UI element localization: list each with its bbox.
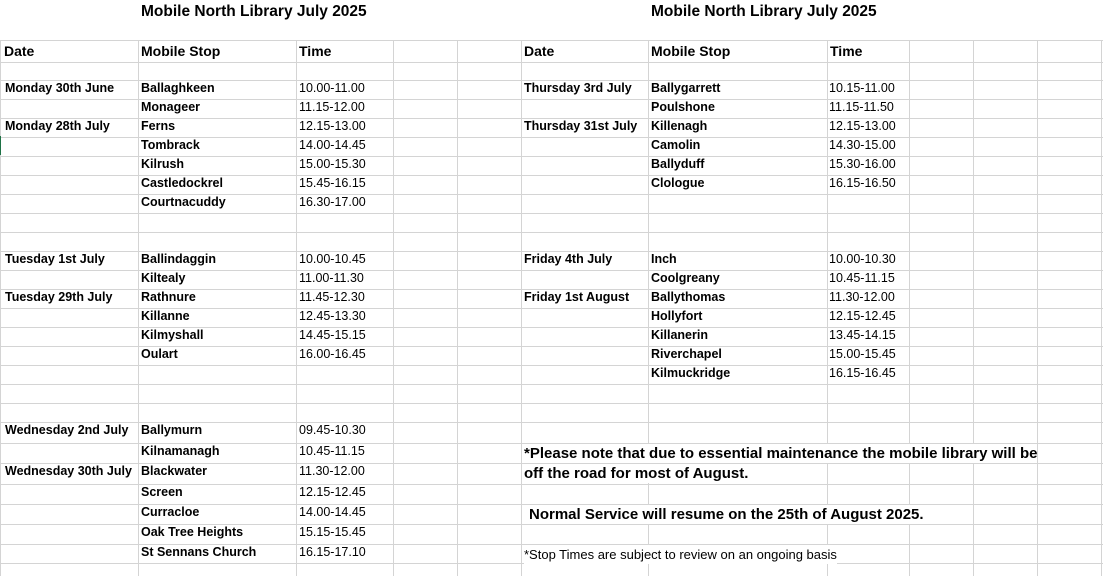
header-time-right: Time bbox=[830, 43, 863, 59]
stop-time-left: 14.00-14.45 bbox=[299, 138, 366, 152]
mobile-stop-right: Ballygarrett bbox=[651, 81, 721, 95]
grid-row-line bbox=[0, 365, 1103, 366]
grid-row-line bbox=[0, 40, 1103, 41]
stop-time-left: 11.45-12.30 bbox=[299, 290, 365, 304]
header-stop-right: Mobile Stop bbox=[651, 43, 731, 59]
stop-time-left: 10.00-11.00 bbox=[299, 81, 365, 95]
mobile-stop-left: Kiltealy bbox=[141, 271, 186, 285]
stop-time-left: 11.30-12.00 bbox=[299, 464, 365, 478]
schedule-date-left: Tuesday 1st July bbox=[5, 252, 105, 266]
mobile-stop-left: Curracloe bbox=[141, 505, 200, 519]
stop-time-left: 16.15-17.10 bbox=[299, 545, 366, 559]
stop-time-left: 11.15-12.00 bbox=[299, 100, 365, 114]
grid-row-line bbox=[0, 62, 1103, 63]
mobile-stop-right: Killanerin bbox=[651, 328, 708, 342]
mobile-stop-left: Tombrack bbox=[141, 138, 200, 152]
schedule-date-left: Monday 30th June bbox=[5, 81, 115, 95]
mobile-stop-left: Blackwater bbox=[141, 464, 208, 478]
mobile-stop-left: Castledockrel bbox=[141, 176, 223, 190]
header-date-right: Date bbox=[524, 43, 555, 59]
mobile-stop-left: Screen bbox=[141, 485, 183, 499]
schedule-date-right: Thursday 3rd July bbox=[524, 81, 632, 95]
mobile-stop-right: Kilmuckridge bbox=[651, 366, 731, 380]
stop-time-right: 12.15-12.45 bbox=[829, 309, 896, 323]
schedule-title-left: Mobile North Library July 2025 bbox=[141, 3, 367, 20]
stop-time-right: 13.45-14.15 bbox=[829, 328, 896, 342]
schedule-date-left: Monday 28th July bbox=[5, 119, 110, 133]
mobile-stop-right: Hollyfort bbox=[651, 309, 703, 323]
stop-time-left: 12.45-13.30 bbox=[299, 309, 366, 323]
header-stop-left: Mobile Stop bbox=[141, 43, 221, 59]
mobile-stop-left: Kilnamanagh bbox=[141, 444, 220, 458]
stop-time-right: 10.45-11.15 bbox=[829, 271, 895, 285]
stop-time-right: 11.30-12.00 bbox=[829, 290, 895, 304]
mobile-stop-left: Kilrush bbox=[141, 157, 185, 171]
stop-time-right: 10.15-11.00 bbox=[829, 81, 895, 95]
schedule-date-left: Wednesday 30th July bbox=[5, 464, 132, 478]
stop-time-left: 11.00-11.30 bbox=[299, 271, 364, 285]
stop-time-right: 12.15-13.00 bbox=[829, 119, 896, 133]
schedule-date-left: Tuesday 29th July bbox=[5, 290, 113, 304]
mobile-stop-right: Camolin bbox=[651, 138, 701, 152]
mobile-stop-left: Rathnure bbox=[141, 290, 196, 304]
grid-row-line bbox=[0, 232, 1103, 233]
header-time-left: Time bbox=[299, 43, 332, 59]
mobile-stop-left: Killanne bbox=[141, 309, 190, 323]
grid-row-line bbox=[0, 403, 1103, 404]
stop-time-left: 15.45-16.15 bbox=[299, 176, 366, 190]
schedule-date-left: Wednesday 2nd July bbox=[5, 423, 129, 437]
mobile-stop-right: Ballythomas bbox=[651, 290, 726, 304]
mobile-stop-right: Riverchapel bbox=[651, 347, 722, 361]
resume-note: Normal Service will resume on the 25th of August 2025. bbox=[529, 506, 924, 523]
stop-time-right: 16.15-16.50 bbox=[829, 176, 896, 190]
mobile-stop-right: Clologue bbox=[651, 176, 705, 190]
mobile-stop-left: Ballaghkeen bbox=[141, 81, 215, 95]
active-cell-indicator bbox=[0, 136, 1, 155]
maintenance-note-line2: off the road for most of August. bbox=[524, 465, 749, 482]
mobile-stop-left: Monageer bbox=[141, 100, 201, 114]
mobile-stop-left: Courtnacuddy bbox=[141, 195, 226, 209]
stop-time-left: 10.00-10.45 bbox=[299, 252, 366, 266]
mobile-stop-left: Oak Tree Heights bbox=[141, 525, 244, 539]
stop-time-left: 12.15-13.00 bbox=[299, 119, 366, 133]
mobile-stop-left: Oulart bbox=[141, 347, 178, 361]
stop-time-left: 15.00-15.30 bbox=[299, 157, 366, 171]
stop-time-left: 14.45-15.15 bbox=[299, 328, 366, 342]
schedule-date-right: Friday 1st August bbox=[524, 290, 630, 304]
schedule-title-right: Mobile North Library July 2025 bbox=[651, 3, 877, 20]
mobile-stop-right: Ballyduff bbox=[651, 157, 705, 171]
stop-time-left: 12.15-12.45 bbox=[299, 485, 366, 499]
mobile-stop-left: Ballindaggin bbox=[141, 252, 216, 266]
stop-time-right: 16.15-16.45 bbox=[829, 366, 896, 380]
mobile-stop-right: Coolgreany bbox=[651, 271, 720, 285]
mobile-stop-left: Ballymurn bbox=[141, 423, 203, 437]
stop-time-right: 14.30-15.00 bbox=[829, 138, 896, 152]
stop-time-left: 15.15-15.45 bbox=[299, 525, 366, 539]
stop-time-right: 10.00-10.30 bbox=[829, 252, 896, 266]
mobile-stop-right: Killenagh bbox=[651, 119, 708, 133]
header-date-left: Date bbox=[4, 43, 35, 59]
mobile-stop-right: Poulshone bbox=[651, 100, 715, 114]
mobile-stop-right: Inch bbox=[651, 252, 677, 266]
maintenance-note-line1: *Please note that due to essential maintenance the mobile library will be bbox=[524, 445, 1038, 462]
mobile-stop-left: Kilmyshall bbox=[141, 328, 204, 342]
stop-time-left: 16.30-17.00 bbox=[299, 195, 366, 209]
review-note: *Stop Times are subject to review on an ongoing basis bbox=[524, 547, 837, 562]
stop-time-left: 16.00-16.45 bbox=[299, 347, 366, 361]
schedule-date-right: Friday 4th July bbox=[524, 252, 613, 266]
stop-time-right: 15.00-15.45 bbox=[829, 347, 896, 361]
stop-time-left: 14.00-14.45 bbox=[299, 505, 366, 519]
schedule-date-right: Thursday 31st July bbox=[524, 119, 638, 133]
stop-time-right: 11.15-11.50 bbox=[829, 100, 894, 114]
grid-row-line bbox=[0, 213, 1103, 214]
stop-time-right: 15.30-16.00 bbox=[829, 157, 896, 171]
stop-time-left: 10.45-11.15 bbox=[299, 444, 365, 458]
mobile-stop-left: St Sennans Church bbox=[141, 545, 257, 559]
mobile-stop-left: Ferns bbox=[141, 119, 176, 133]
grid-row-line bbox=[0, 384, 1103, 385]
stop-time-left: 09.45-10.30 bbox=[299, 423, 366, 437]
